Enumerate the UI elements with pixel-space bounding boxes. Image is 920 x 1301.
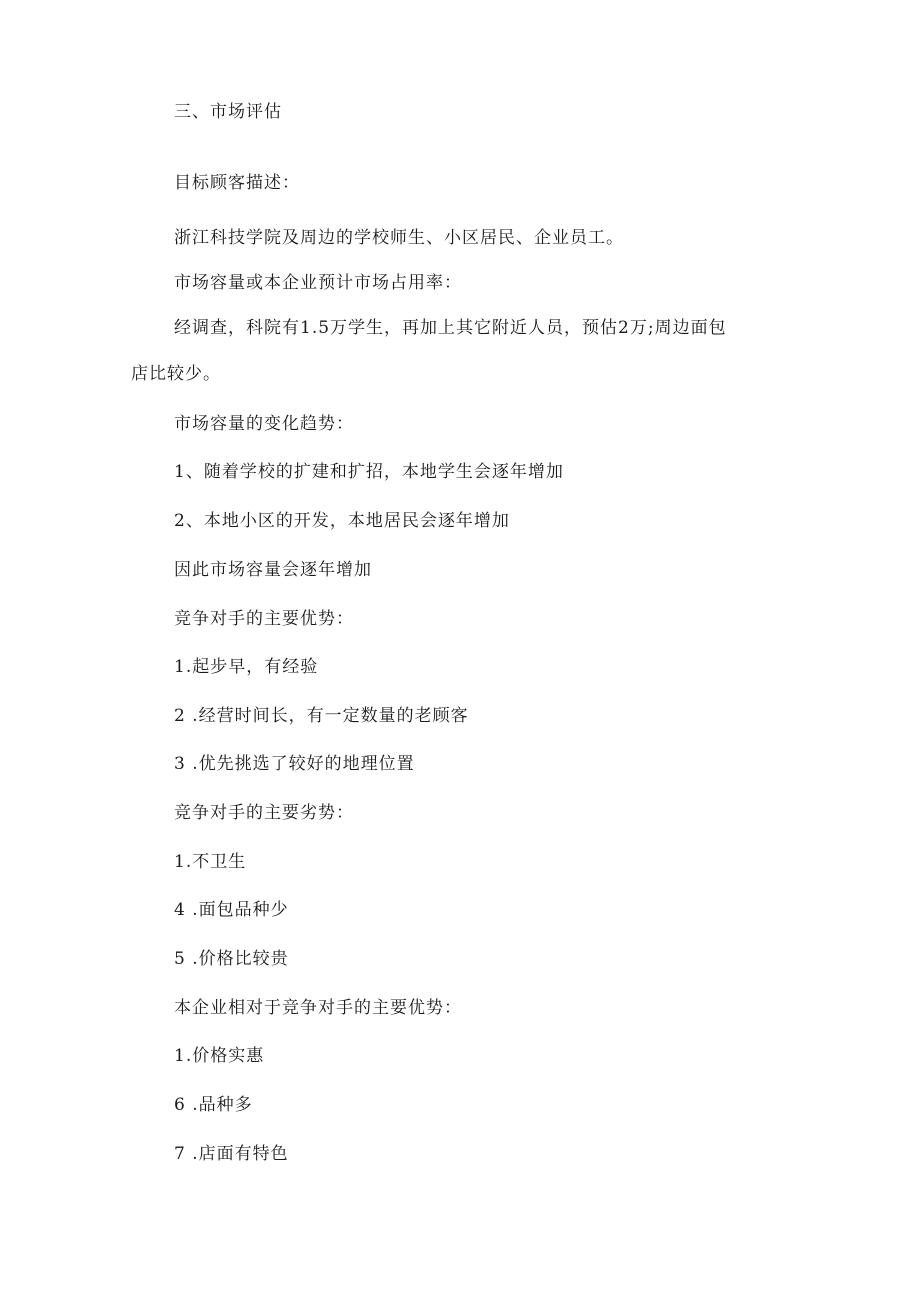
list-item: 7 .店面有特色	[174, 1144, 289, 1164]
paragraph-line: 本企业相对于竞争对手的主要优势：	[174, 998, 462, 1018]
list-item: 4 .面包品种少	[174, 900, 289, 920]
list-item: 1.不卫生	[174, 852, 247, 872]
paragraph-line: 竞争对手的主要优势：	[174, 609, 354, 629]
section-heading: 三、市场评估	[174, 102, 282, 122]
paragraph-line: 市场容量或本企业预计市场占用率：	[174, 273, 462, 293]
paragraph-line: 因此市场容量会逐年增加	[174, 560, 372, 580]
list-item: 3 .优先挑选了较好的地理位置	[174, 754, 415, 774]
list-item: 1.价格实惠	[174, 1046, 265, 1066]
list-item: 6 .品种多	[174, 1095, 253, 1115]
list-item: 1、随着学校的扩建和扩招，本地学生会逐年增加	[174, 462, 564, 482]
paragraph-line: 经调查，科院有1.5万学生，再加上其它附近人员，预估2万;周边面包	[174, 318, 727, 338]
paragraph-line: 浙江科技学院及周边的学校师生、小区居民、企业员工。	[174, 228, 624, 248]
list-item: 1.起步早，有经验	[174, 657, 319, 677]
paragraph-line: 目标顾客描述：	[174, 173, 300, 193]
list-item: 2 .经营时间长，有一定数量的老顾客	[174, 706, 469, 726]
paragraph-line: 竞争对手的主要劣势：	[174, 803, 354, 823]
paragraph-line: 市场容量的变化趋势：	[174, 414, 354, 434]
list-item: 2、本地小区的开发，本地居民会逐年增加	[174, 511, 510, 531]
list-item: 5 .价格比较贵	[174, 949, 289, 969]
paragraph-line: 店比较少。	[131, 364, 221, 384]
